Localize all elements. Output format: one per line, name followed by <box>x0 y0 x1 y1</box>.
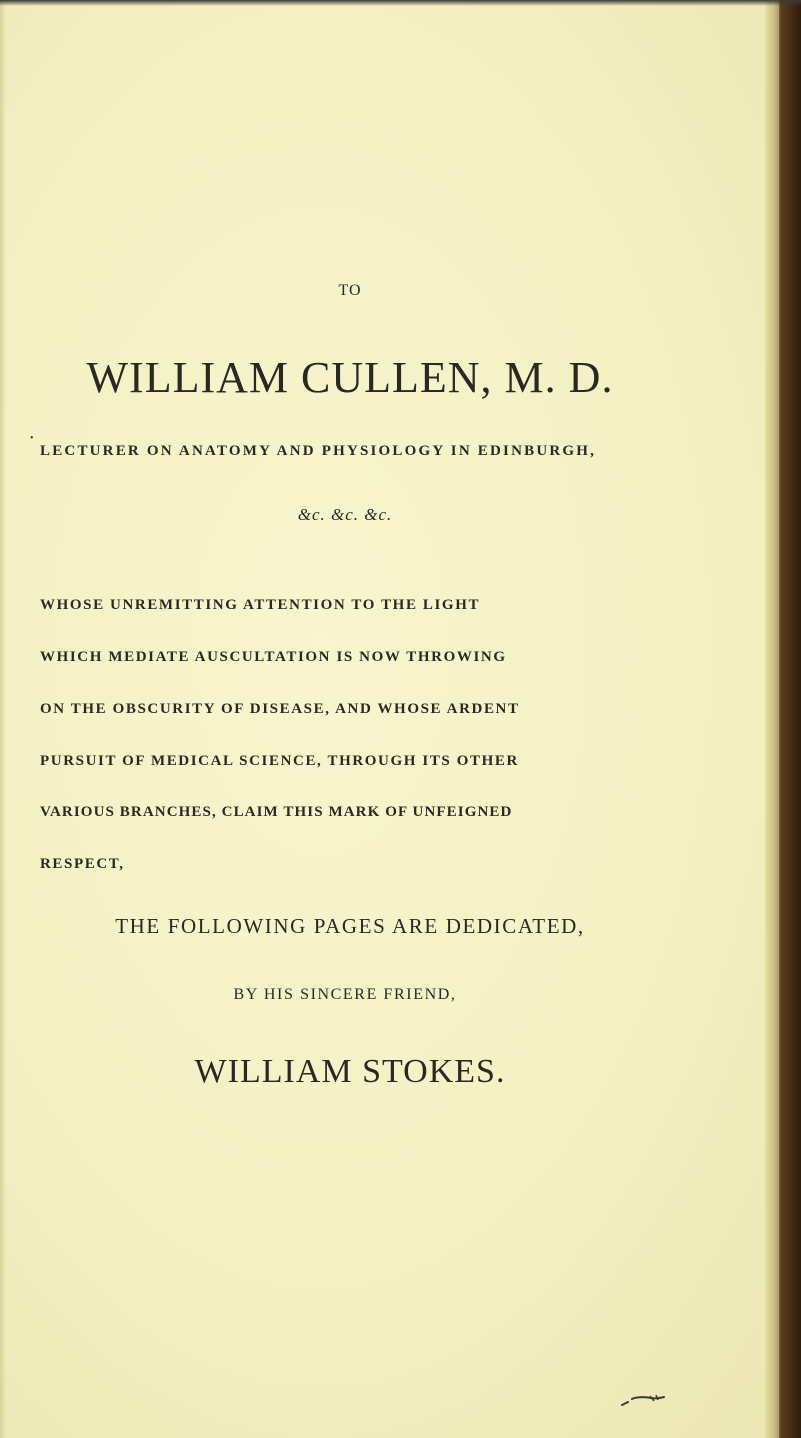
dedication-body-line: ON THE OBSCURITY OF DISEASE, AND WHOSE ARDENT <box>40 701 520 717</box>
dedication-body-line: RESPECT, <box>40 856 125 872</box>
dedication-body-line: WHOSE UNREMITTING ATTENTION TO THE LIGHT <box>40 597 481 613</box>
by-line: BY HIS SINCERE FRIEND, <box>233 986 457 1003</box>
author-name: WILLIAM STOKES. <box>194 1053 506 1090</box>
dedicatee-name: WILLIAM CULLEN, M. D. <box>86 353 614 402</box>
dedication-body-line: PURSUIT OF MEDICAL SCIENCE, THROUGH ITS OTHER <box>40 753 519 769</box>
dedication-body-line: WHICH MEDIATE AUSCULTATION IS NOW THROWING <box>40 649 507 665</box>
et-cetera-line: &c. &c. &c. <box>297 505 393 524</box>
stray-ink-mark: • <box>30 433 34 444</box>
dedication-to: TO <box>338 282 362 299</box>
dedicatee-title: LECTURER ON ANATOMY AND PHYSIOLOGY IN EDINBURGH, <box>40 443 597 459</box>
book-binding-edge <box>765 0 801 1438</box>
dedication-body-line: VARIOUS BRANCHES, CLAIM THIS MARK OF UNFEIGNED <box>40 804 513 820</box>
ink-smudge <box>620 1393 670 1407</box>
dedication-statement: THE FOLLOWING PAGES ARE DEDICATED, <box>115 914 585 938</box>
